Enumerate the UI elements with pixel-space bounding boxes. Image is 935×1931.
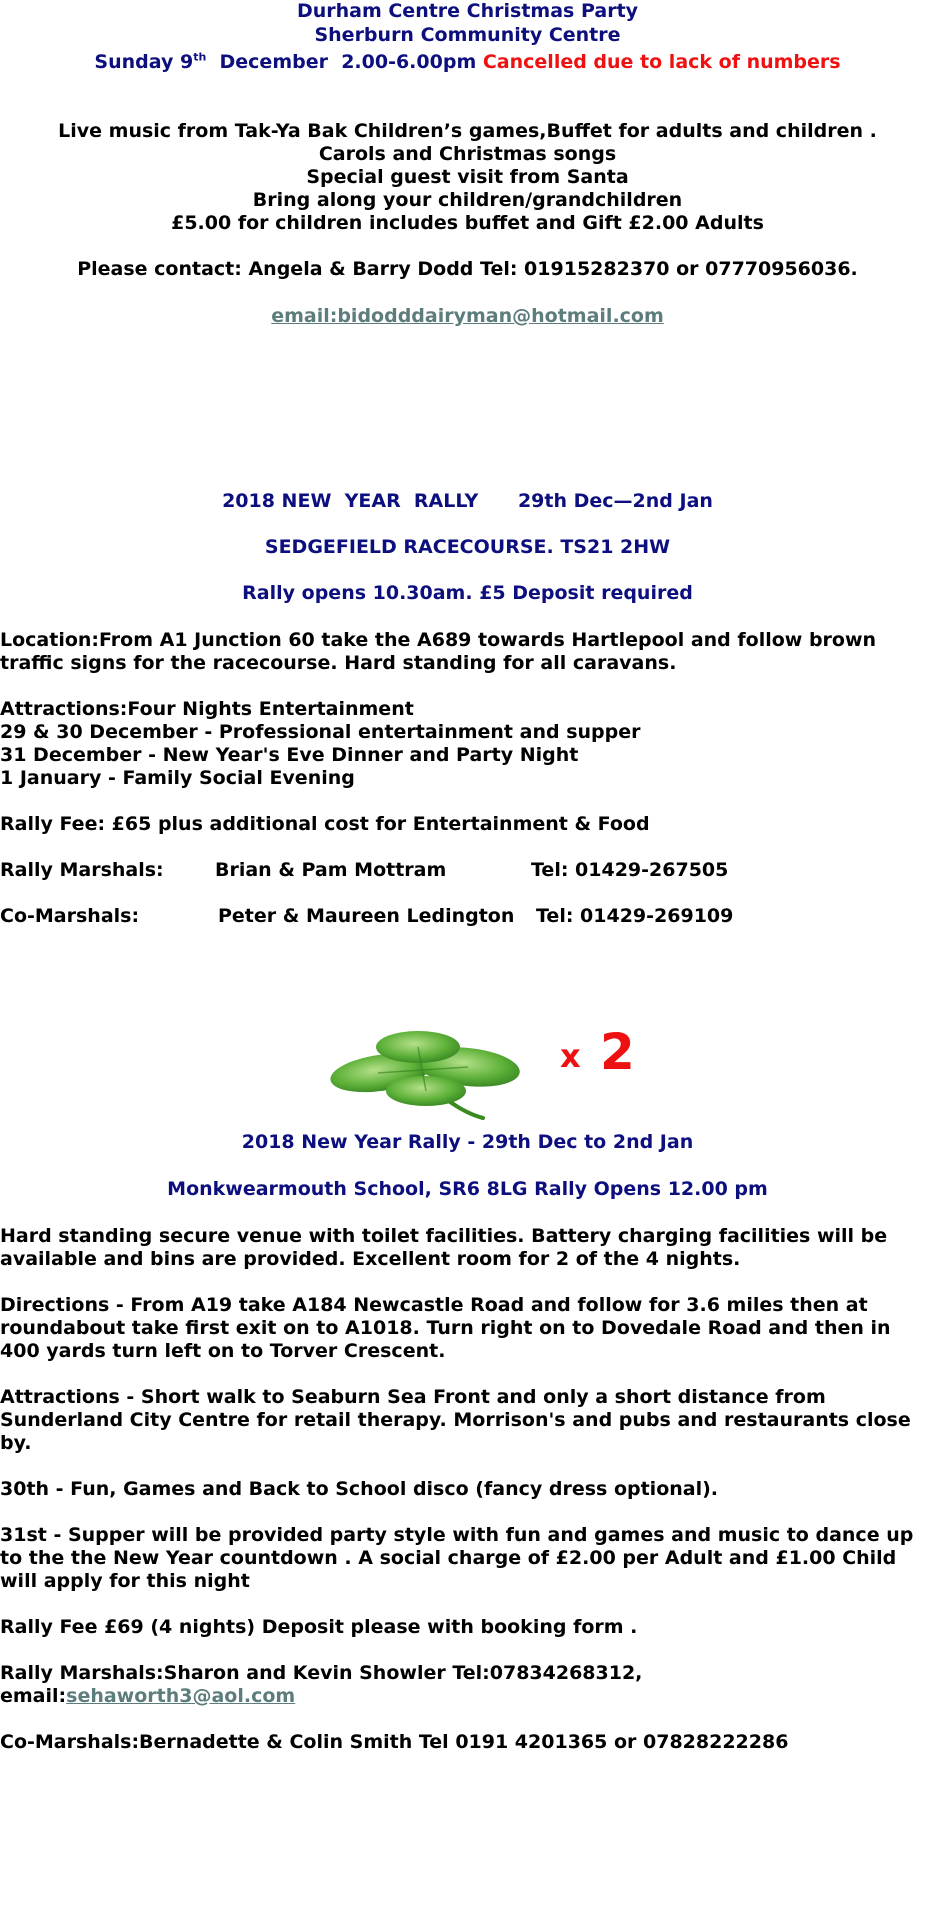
rally2-paragraph: available and bins are provided. Excellent room for 2 of the 4 nights. [0,1248,741,1270]
rally1-venue: SEDGEFIELD RACECOURSE. TS21 2HW [264,536,671,558]
rally1-attraction: 31 December - New Year's Eve Dinner and Party Night [0,744,579,766]
rally2-email-link[interactable]: sehaworth3@aol.com [66,1685,296,1707]
party-line: Live music from Tak-Ya Bak Children’s games,Buffet for adults and children . [58,120,877,142]
rally2-attractions: Sunderland City Centre for retail therapy. Morrison's and pubs and restaurants close [0,1409,911,1431]
party-line: Bring along your children/grandchildren [252,189,683,211]
multiplier-x: x [560,1037,581,1075]
rally2-venue: Monkwearmouth School, SR6 8LG Rally Opens 12.00 pm [167,1178,768,1200]
rally2-directions: 400 yards turn left on to Torver Crescent. [0,1340,446,1362]
rally1-marshals-names: Brian & Pam Mottram [215,859,447,881]
party-email-link[interactable]: email:bidodddairyman@hotmail.com [271,305,664,327]
rally1-location: traffic signs for the racecourse. Hard standing for all caravans. [0,652,677,674]
rally1-attraction: Attractions:Four Nights Entertainment [0,698,414,720]
rally1-fee: Rally Fee: £65 plus additional cost for Entertainment & Food [0,813,650,835]
rally1-attraction: 1 January - Family Social Evening [0,767,355,789]
rally2-31st: to the the New Year countdown . A social charge of £2.00 per Adult and £1.00 Child [0,1547,897,1569]
party-title: Durham Centre Christmas Party [296,0,639,22]
rally1-opens: Rally opens 10.30am. £5 Deposit required [242,582,693,604]
rally1-comarshals-names: Peter & Maureen Ledington [218,905,515,927]
rally2-fee: Rally Fee £69 (4 nights) Deposit please with booking form . [0,1616,638,1638]
rally2-title: 2018 New Year Rally - 29th Dec to 2nd Jan [241,1131,694,1153]
rally2-31st: 31st - Supper will be provided party style with fun and games and music to dance up [0,1524,914,1546]
cancelled-notice: Cancelled due to lack of numbers [482,51,841,73]
rally2-30th: 30th - Fun, Games and Back to School disco (fancy dress optional). [0,1478,719,1500]
party-line: Carols and Christmas songs [318,143,617,165]
party-venue: Sherburn Community Centre [314,24,621,46]
rally2-email-row [0,1685,295,1708]
rally2-directions: roundabout take first exit on to A1018. Turn right on to Dovedale Road and then in [0,1317,891,1339]
rally2-email-label: email: [0,1685,67,1707]
rally2-attractions: Attractions - Short walk to Seaburn Sea Front and only a short distance from [0,1386,826,1408]
party-email-row [0,305,935,328]
rally1-comarshals-label: Co-Marshals: [0,905,140,927]
rally1-attraction: 29 & 30 December - Professional entertainment and supper [0,721,641,743]
rally2-directions: Directions - From A19 take A184 Newcastle Road and follow for 3.6 miles then at [0,1294,868,1316]
party-date: Sunday 9 [94,51,194,73]
rally2-paragraph: Hard standing secure venue with toilet facilities. Battery charging facilities will be [0,1225,888,1247]
rally2-marshals: Rally Marshals:Sharon and Kevin Showler Tel:07834268312, [0,1662,643,1684]
party-contact: Please contact: Angela & Barry Dodd Tel: 01915282370 or 07770956036. [77,258,858,280]
rally2-comarshals: Co-Marshals:Bernadette & Colin Smith Tel 0191 4201365 or 07828222286 [0,1731,789,1753]
party-line: Special guest visit from Santa [306,166,629,188]
party-line: £5.00 for children includes buffet and Gift £2.00 Adults [171,212,764,234]
multiplier-count: 2 [600,1023,635,1081]
four-leaf-clover-icon [318,1025,536,1121]
rally1-marshals-label: Rally Marshals: [0,859,164,881]
rally1-marshals-tel: Tel: 01429-267505 [531,859,729,881]
rally2-attractions: by. [0,1432,32,1454]
party-date-suffix: th [193,50,207,64]
rally1-comarshals-tel: Tel: 01429-269109 [536,905,734,927]
rally1-title: 2018 NEW YEAR RALLY 29th Dec—2nd Jan [222,490,713,512]
party-time: December 2.00-6.00pm [206,51,483,73]
rally1-location: Location:From A1 Junction 60 take the A689 towards Hartlepool and follow brown [0,629,877,651]
party-date-line [0,51,935,74]
rally2-31st: will apply for this night [0,1570,250,1592]
